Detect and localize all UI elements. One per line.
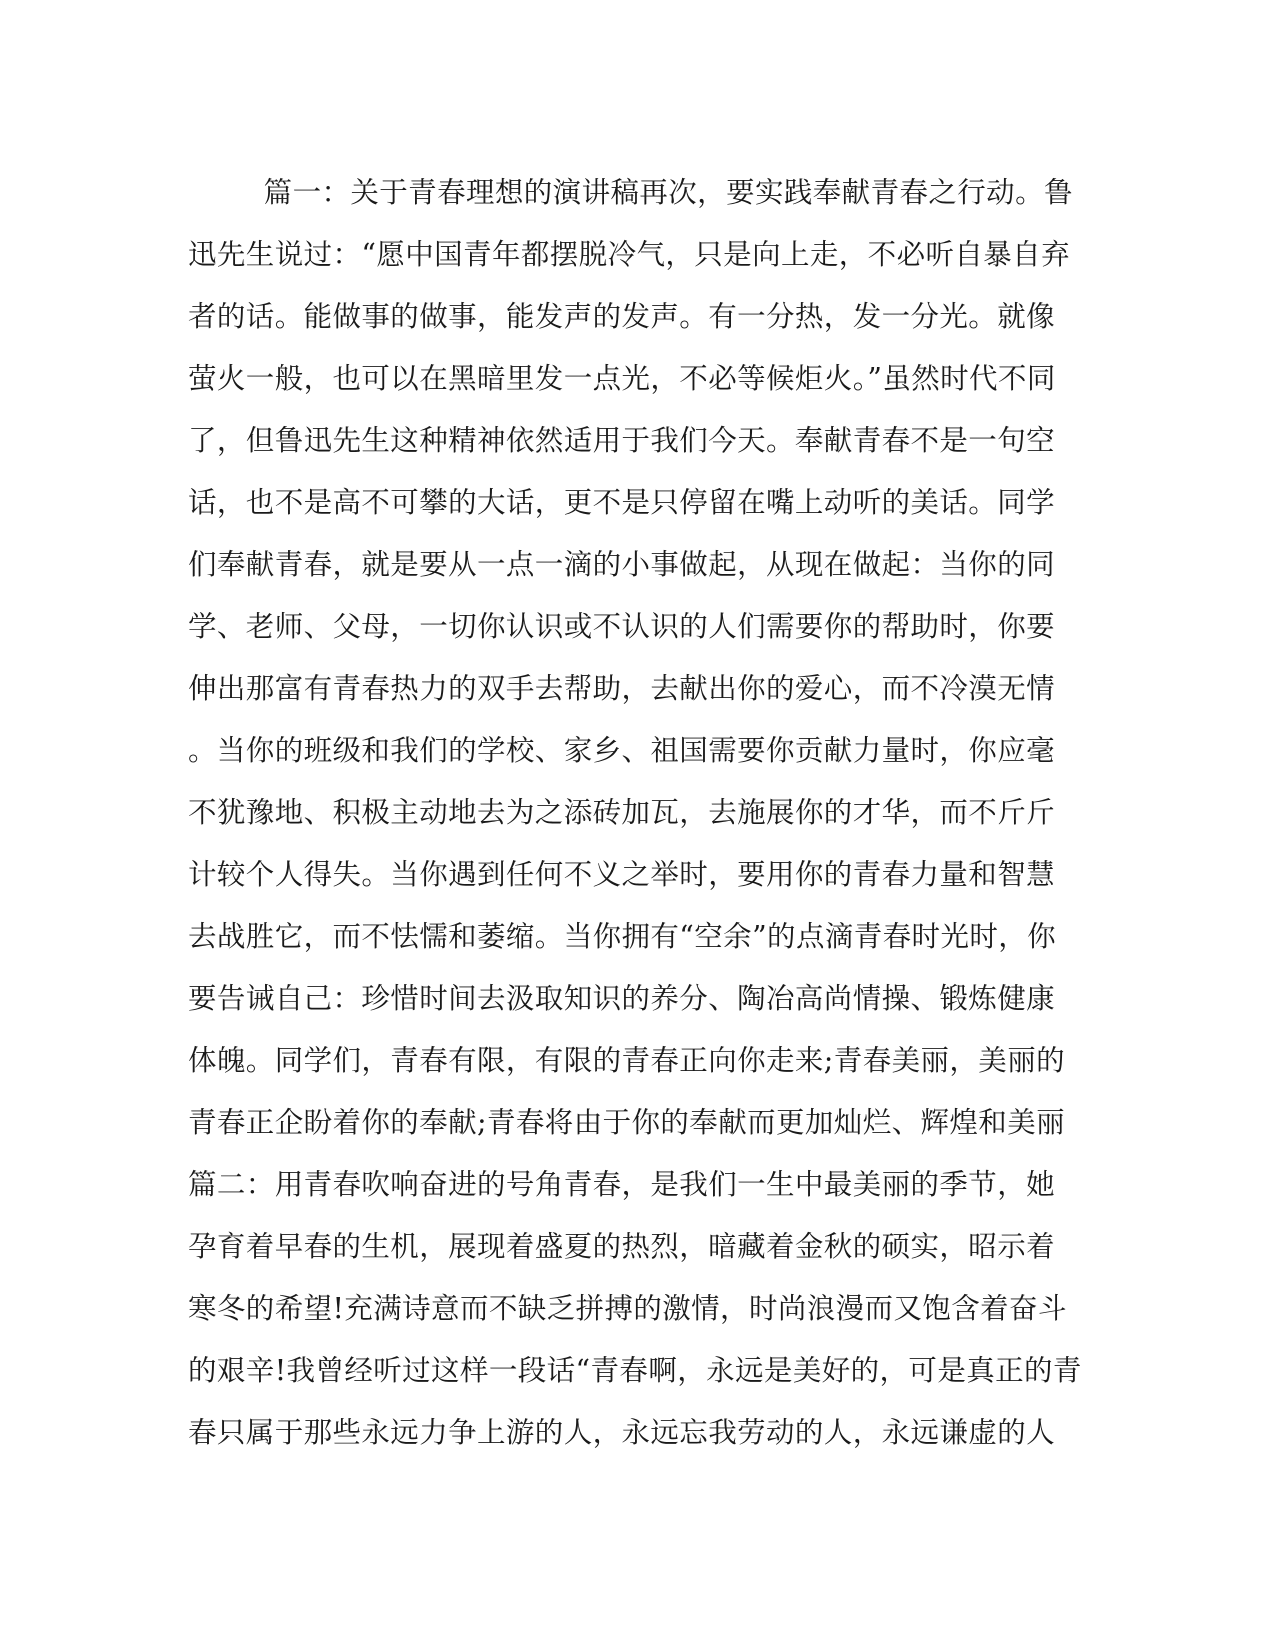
text-line: 计较个人得失。当你遇到任何不义之举时，要用你的青春力量和智慧 [188, 858, 1056, 891]
text-line: 萤火一般，也可以在黑暗里发一点光，不必等候炬火。”虽然时代不同 [188, 362, 1056, 395]
text-line: 要告诫自己：珍惜时间去汲取知识的养分、陶冶高尚情操、锻炼健康 [188, 982, 1056, 1015]
text-line: 体魄。同学们，青春有限，有限的青春正向你走来;青春美丽，美丽的 [188, 1044, 1066, 1077]
text-line: 学、老师、父母，一切你认识或不认识的人们需要你的帮助时，你要 [188, 610, 1056, 643]
text-line: 春只属于那些永远力争上游的人，永远忘我劳动的人，永远谦虚的人 [188, 1416, 1056, 1449]
text-line: 去战胜它，而不怯懦和萎缩。当你拥有“空余”的点滴青春时光时，你 [188, 920, 1057, 953]
text-line: 的艰辛!我曾经听过这样一段话“青春啊，永远是美好的，可是真正的青 [188, 1354, 1082, 1387]
text-line: 青春正企盼着你的奉献;青春将由于你的奉献而更加灿烂、辉煌和美丽 [188, 1106, 1066, 1139]
text-line: 。当你的班级和我们的学校、家乡、祖国需要你贡献力量时，你应毫 [188, 734, 1056, 767]
text-line: 寒冬的希望!充满诗意而不缺乏拼搏的激情，时尚浪漫而又饱含着奋斗 [188, 1292, 1067, 1325]
text-line: 了，但鲁迅先生这种精神依然适用于我们今天。奉献青春不是一句空 [188, 424, 1056, 457]
text-line: 篇二：用青春吹响奋进的号角青春，是我们一生中最美丽的季节，她 [188, 1168, 1056, 1201]
text-line: 不犹豫地、积极主动地去为之添砖加瓦，去施展你的才华，而不斤斤 [188, 796, 1056, 829]
text-line: 话，也不是高不可攀的大话，更不是只停留在嘴上动听的美话。同学 [188, 486, 1056, 519]
text-line: 孕育着早春的生机，展现着盛夏的热烈，暗藏着金秋的硕实，昭示着 [188, 1230, 1056, 1263]
text-line: 篇一：关于青春理想的演讲稿再次，要实践奉献青春之行动。鲁 [188, 176, 1073, 209]
text-line: 迅先生说过：“愿中国青年都摆脱冷气，只是向上走，不必听自暴自弃 [188, 238, 1070, 271]
body-text [188, 162, 1088, 1464]
text-line: 者的话。能做事的做事，能发声的发声。有一分热，发一分光。就像 [188, 300, 1056, 333]
text-line: 伸出那富有青春热力的双手去帮助，去献出你的爱心，而不冷漠无情 [188, 672, 1056, 705]
text-line: 们奉献青春，就是要从一点一滴的小事做起，从现在做起：当你的同 [188, 548, 1056, 581]
